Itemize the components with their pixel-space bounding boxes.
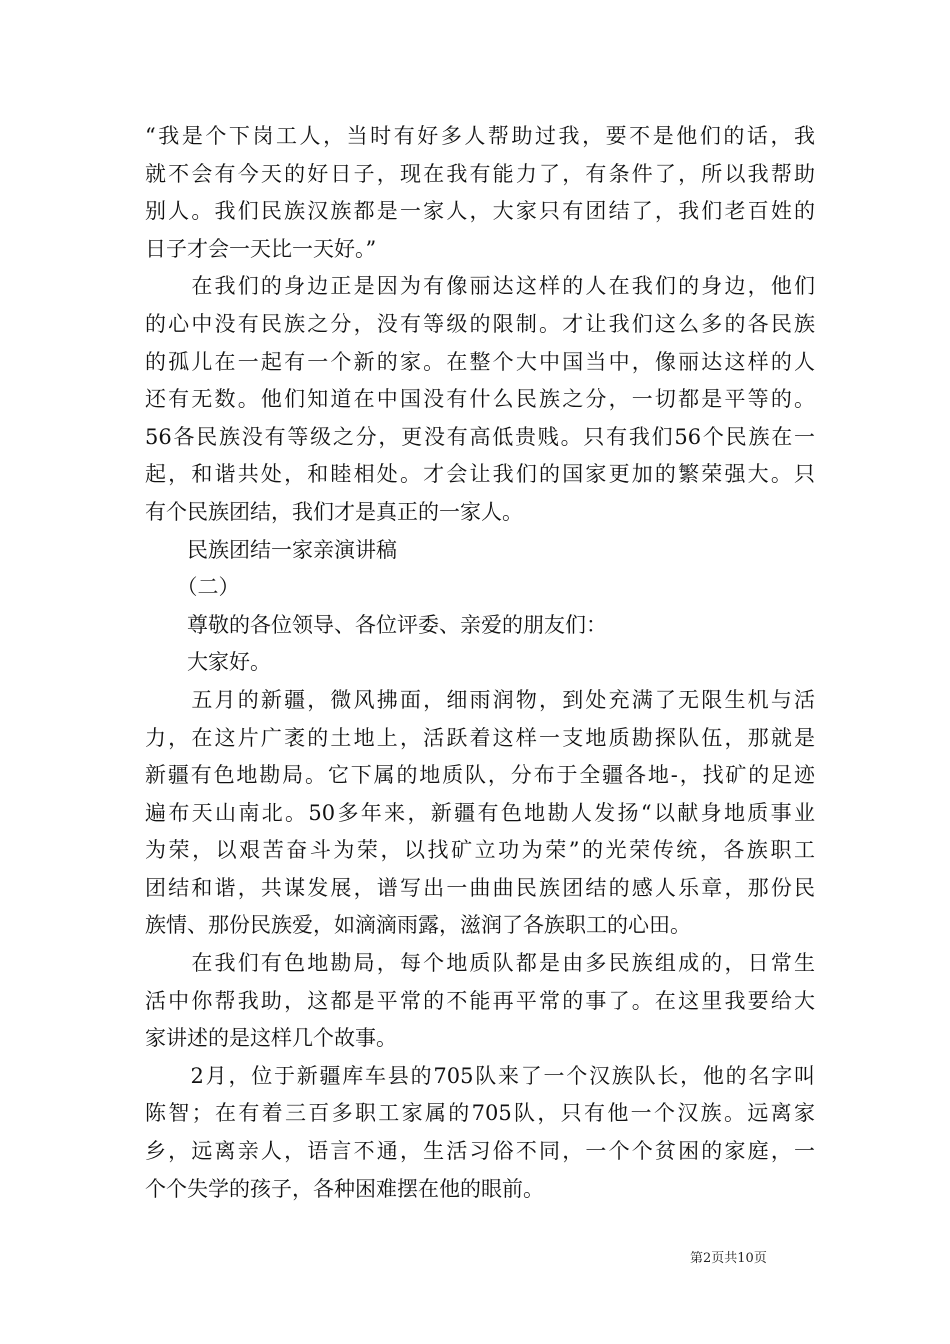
paragraph <box>145 268 815 531</box>
paragraph <box>145 1058 815 1208</box>
text-line: 在我们的身边正是因为有像丽达这样的人在我们的身边，他们 <box>145 274 815 299</box>
paragraph <box>145 682 815 945</box>
paragraph <box>145 945 815 1058</box>
text-line: 还有无数。他们知道在中国没有什么民族之分，一切都是平等的。 <box>145 387 815 412</box>
paragraph <box>145 569 815 607</box>
text-line: 为荣，以艰苦奋斗为荣，以找矿立功为荣”的光荣传统，各族职工 <box>145 838 815 863</box>
paragraph <box>145 607 815 645</box>
text-line: 2月，位于新疆库车县的705队来了一个汉族队长，他的名字叫 <box>145 1063 815 1088</box>
text-line: 活中你帮我助，这都是平常的不能再平常的事了。在这里我要给大 <box>145 988 815 1013</box>
text-line: （二） <box>145 575 240 600</box>
text-line: 的心中没有民族之分，没有等级的限制。才让我们这么多的各民族 <box>145 311 815 336</box>
text-line: 在我们有色地勘局，每个地质队都是由多民族组成的，日常生 <box>145 951 815 976</box>
text-line: 陈智；在有着三百多职工家属的705队，只有他一个汉族。远离家 <box>145 1101 815 1126</box>
text-line: 起，和谐共处，和睦相处。才会让我们的国家更加的繁荣强大。只 <box>145 462 815 487</box>
text-line: 民族团结一家亲演讲稿 <box>145 537 397 562</box>
text-line: 族情、那份民族爱，如滴滴雨露，滋润了各族职工的心田。 <box>145 913 691 938</box>
text-line: 就不会有今天的好日子，现在我有能力了，有条件了，所以我帮助 <box>145 161 815 186</box>
text-line: 乡，远离亲人，语言不通，生活习俗不同，一个个贫困的家庭，一 <box>145 1139 815 1164</box>
page-number: 第2页共10页 <box>690 1251 767 1266</box>
text-line: 别人。我们民族汉族都是一家人，大家只有团结了，我们老百姓的 <box>145 199 815 224</box>
text-line: 日子才会一天比一天好。” <box>145 236 377 261</box>
text-line: 团结和谐，共谋发展，谱写出一曲曲民族团结的感人乐章，那份民 <box>145 875 815 900</box>
body-text <box>145 118 815 1208</box>
paragraph <box>145 644 815 682</box>
text-line: 大家好。 <box>145 650 271 675</box>
text-line: 五月的新疆，微风拂面，细雨润物，到处充满了无限生机与活 <box>145 687 815 712</box>
text-line: 遍布天山南北。50多年来，新疆有色地勘人发扬“以献身地质事业 <box>145 800 815 825</box>
text-line: 的孤儿在一起有一个新的家。在整个大中国当中，像丽达这样的人 <box>145 349 815 374</box>
text-line: 个个失学的孩子，各种困难摆在他的眼前。 <box>145 1176 544 1201</box>
paragraph <box>145 532 815 570</box>
text-line: 有个民族团结，我们才是真正的一家人。 <box>145 499 523 524</box>
text-line: 尊敬的各位领导、各位评委、亲爱的朋友们： <box>145 612 607 637</box>
text-line: 新疆有色地勘局。它下属的地质队，分布于全疆各地-，找矿的足迹 <box>145 763 815 788</box>
text-line: 56各民族没有等级之分，更没有高低贵贱。只有我们56个民族在一 <box>145 424 815 449</box>
text-line: 家讲述的是这样几个故事。 <box>145 1026 397 1051</box>
paragraph <box>145 118 815 268</box>
text-line: “我是个下岗工人，当时有好多人帮助过我，要不是他们的话，我 <box>145 124 815 148</box>
text-line: 力，在这片广袤的土地上，活跃着这样一支地质勘探队伍，那就是 <box>145 725 815 750</box>
